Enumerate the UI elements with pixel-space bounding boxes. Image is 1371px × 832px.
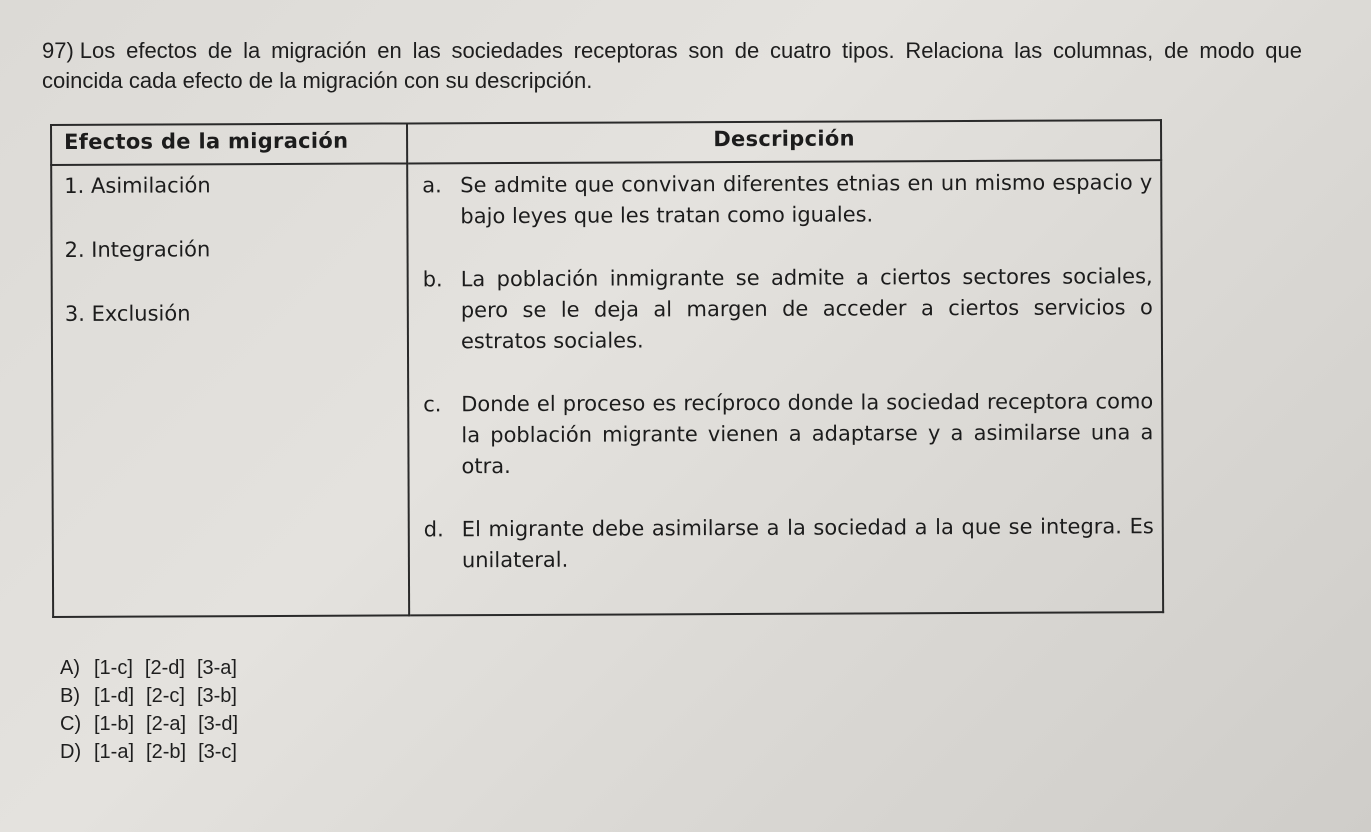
description-text: Donde el proceso es recíproco donde la sociedad receptora como la población migrante vienen a adaptarse y a asimilarse una a otra. <box>461 389 1154 479</box>
description-c <box>423 386 1153 482</box>
option-pair: [1-d] <box>94 685 135 707</box>
description-text: Se admite que convivan diferentes etnias en un mismo espacio y bajo leyes que les tratan como iguales. <box>460 170 1153 229</box>
header-effects: Efectos de la migración <box>51 123 407 165</box>
table-header-row <box>51 120 1161 165</box>
description-letter: c. <box>423 392 442 417</box>
description-a <box>422 167 1152 232</box>
description-letter: d. <box>423 517 444 542</box>
option-pair: [2-a] <box>146 713 187 735</box>
option-pair: [2-b] <box>146 741 187 763</box>
option-c[interactable] <box>60 710 250 738</box>
matching-table <box>50 119 1164 618</box>
effect-item-2: 2. Integración <box>64 237 211 262</box>
descriptions-column <box>407 160 1163 615</box>
answer-options <box>60 654 250 766</box>
option-pair: [3-d] <box>198 713 239 735</box>
option-letter: C) <box>60 713 82 735</box>
option-letter: B) <box>60 685 80 707</box>
option-pair: [2-d] <box>144 657 185 679</box>
option-pair: [3-c] <box>198 741 237 763</box>
question-text: Los efectos de la migración en las sociedades receptoras son de cuatro tipos. Relaciona las columnas, de modo que coincida cada efecto de la migración con su descripción. <box>42 38 1302 93</box>
option-letter: A) <box>60 657 80 679</box>
option-letter: D) <box>60 741 82 763</box>
table-body-row <box>51 160 1163 617</box>
description-d <box>424 511 1154 576</box>
option-pair: [1-c] <box>94 657 133 679</box>
option-pair: [2-c] <box>146 685 185 707</box>
description-b <box>423 261 1153 357</box>
question-number: 97) <box>42 38 74 63</box>
header-description: Descripción <box>407 120 1161 163</box>
description-text: El migrante debe asimilarse a la sociedad a la que se integra. Es unilateral. <box>461 514 1154 573</box>
effects-column <box>51 163 409 617</box>
question-stem <box>42 36 1302 96</box>
option-pair: [3-a] <box>196 657 237 679</box>
option-pair: [1-a] <box>94 741 135 763</box>
option-pair: [1-b] <box>94 713 135 735</box>
effect-item-3: 3. Exclusión <box>64 301 191 326</box>
option-d[interactable] <box>60 738 250 766</box>
description-text: La población inmigrante se admite a ciertos sectores sociales, pero se le deja al margen de acceder a ciertos servicios o estratos sociales. <box>460 264 1153 354</box>
option-pair: [3-b] <box>196 685 237 707</box>
description-letter: a. <box>422 173 442 198</box>
description-letter: b. <box>422 267 443 292</box>
option-a[interactable] <box>60 654 250 682</box>
effect-item-1: 1. Asimilación <box>64 173 211 198</box>
option-b[interactable] <box>60 682 250 710</box>
